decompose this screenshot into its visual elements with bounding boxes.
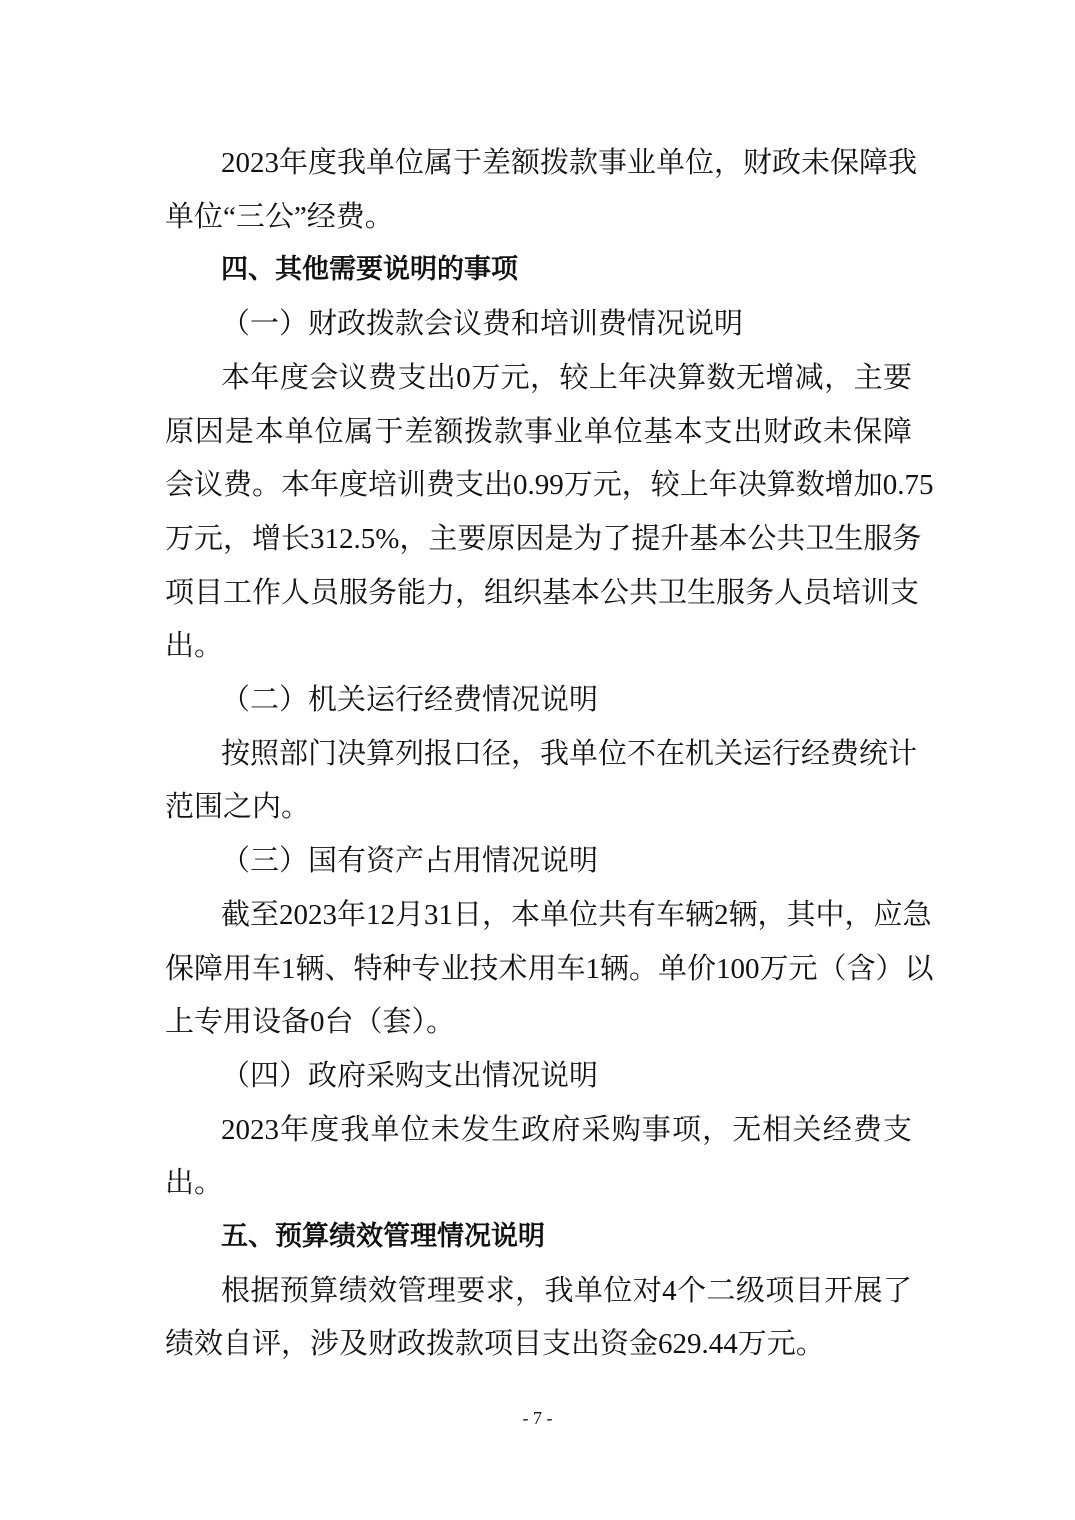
paragraph-line: 根据预算绩效管理要求，我单位对4个二级项目开展了 [221, 1274, 912, 1307]
section-heading: 四、其他需要说明的事项 [221, 254, 518, 286]
paragraph-line: 2023年度我单位属于差额拨款事业单位，财政未保障我 [221, 147, 918, 179]
paragraph-line: 会议费。本年度培训费支出0.99万元，较上年决算数增加0.75 [165, 469, 934, 502]
paragraph-line: 截至2023年12月31日，本单位共有车辆2辆，其中，应急 [221, 898, 932, 931]
paragraph-line: 按照部门决算列报口径，我单位不在机关运行经费统计 [221, 737, 918, 770]
subsection-heading: （一）财政拨款会议费和培训费情况说明 [221, 308, 744, 341]
subsection-heading: （三）国有资产占用情况说明 [221, 845, 599, 878]
paragraph-line: 单位“三公”经费。 [165, 200, 394, 233]
paragraph-line: 绩效自评，涉及财政拨款项目支出资金629.44万元。 [165, 1328, 825, 1361]
paragraph-line: 上专用设备0台（套）。 [165, 1006, 456, 1039]
paragraph-line: 出。 [165, 1167, 224, 1200]
subsection-heading: （二）机关运行经费情况说明 [221, 684, 599, 716]
page-number: - 7 - [522, 1408, 553, 1428]
paragraph-line: 保障用车1辆、特种专业技术用车1辆。单价100万元（含）以 [165, 952, 934, 985]
paragraph-line: 本年度会议费支出0万元，较上年决算数无增减，主要 [221, 361, 912, 394]
paragraph-line: 范围之内。 [165, 791, 311, 824]
subsection-heading: （四）政府采购支出情况说明 [221, 1059, 599, 1092]
paragraph-line: 原因是本单位属于差额拨款事业单位基本支出财政未保障 [165, 415, 912, 448]
paragraph-line: 2023年度我单位未发生政府采购事项，无相关经费支 [221, 1113, 912, 1146]
paragraph-line: 项目工作人员服务能力，组织基本公共卫生服务人员培训支 [165, 576, 920, 609]
paragraph-line: 出。 [165, 630, 224, 663]
section-heading: 五、预算绩效管理情况说明 [221, 1221, 545, 1252]
paragraph-line: 万元，增长312.5%，主要原因是为了提升基本公共卫生服务 [165, 522, 922, 555]
